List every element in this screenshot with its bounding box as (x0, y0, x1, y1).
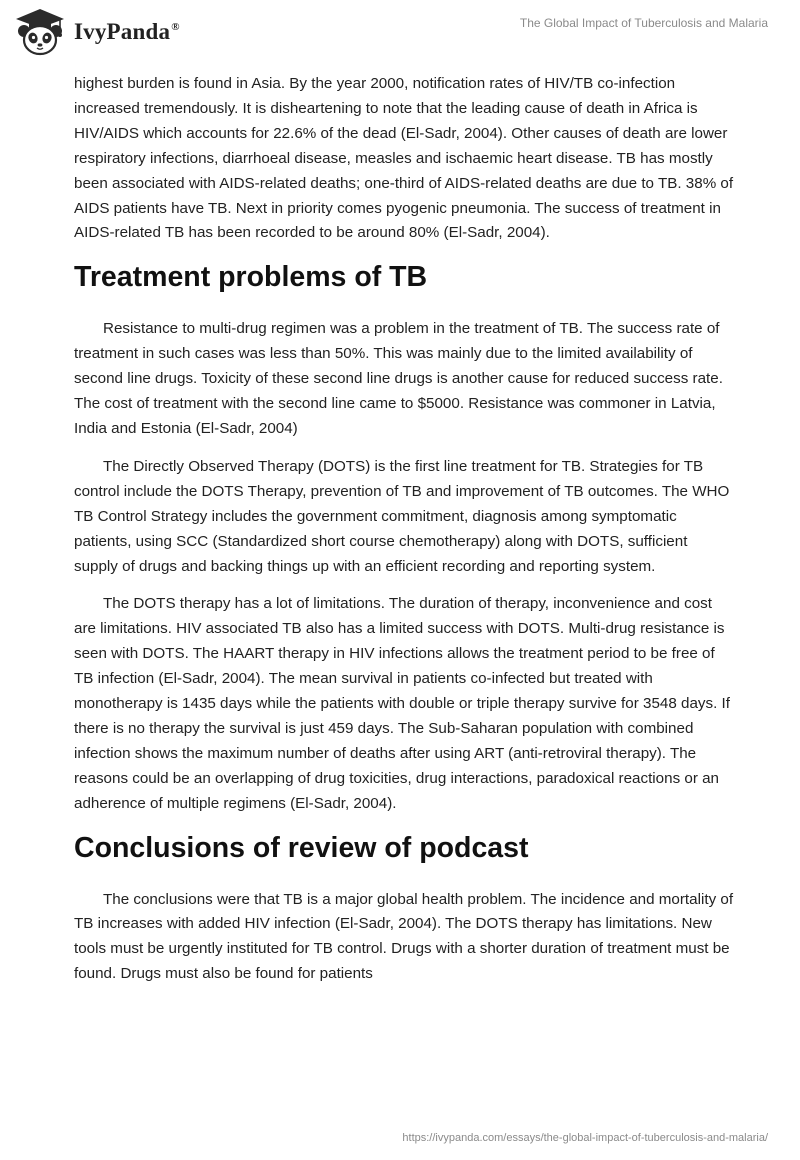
panda-graduate-icon (12, 6, 68, 58)
document-title: The Global Impact of Tuberculosis and Malaria (519, 16, 768, 30)
paragraph: The Directly Observed Therapy (DOTS) is the first line treatment for TB. Strategies for TB control include the DOTS Therapy, prevention of TB and improvement of TB outcomes. The WHO TB Control Strategy includes the government commitment, diagnosis among symptomatic patients, using SCC (Standardized short course chemotherapy) along with DOTS, sufficient supply of drugs and backing things up with an efficient recording and reporting system. (74, 457, 730, 575)
paragraph: The DOTS therapy has a lot of limitations. The duration of therapy, inconvenience and cost are limitations. HIV associated TB also has a limited success with DOTS. Multi-drug resistance is seen with DOTS. The HAART therapy in HIV infections allows the treatment period to be free of TB infection (El-Sadr, 2004). The mean survival in patients co-infected but treated with monotherapy is 1435 days while the patients with double or triple therapy survive for 3548 days. If there is no therapy the survival is just 459 days. The Sub-Saharan population with combined infection shows the maximum number of deaths after using ART (anti-retroviral therapy). The reasons could be an overlapping of drug toxicities, drug interactions, paradoxical reactions or an adherence of multiple regimens (El-Sadr, 2004). (74, 595, 730, 812)
page-header (0, 0, 800, 64)
essay-content (74, 72, 734, 1000)
section-heading-conclusions: Conclusions of review of podcast (74, 831, 529, 864)
source-url[interactable]: https://ivypanda.com/essays/the-global-impact-of-tuberculosis-and-malaria/ (402, 1132, 768, 1144)
paragraph: Resistance to multi-drug regimen was a problem in the treatment of TB. The success rate of treatment in such cases was less than 50%. This was mainly due to the limited availability of second line drugs. Toxicity of these second line drugs is another cause for reduced success rate. The cost of treatment with the second line came to $5000. Resistance was commoner in Latvia, India and Estonia (El-Sadr, 2004) (74, 320, 723, 437)
section-heading-treatment-problems: Treatment problems of TB (74, 261, 428, 294)
intro-paragraph: highest burden is found in Asia. By the year 2000, notification rates of HIV/TB co-infection increased tremendously. It is disheartening to note that the leading cause of death in Africa is HIV/AIDS which accounts for 22.6% of the dead (El-Sadr, 2004). Other causes of death are lower respiratory infections, diarrhoeal disease, measles and ischaemic heart disease. TB has mostly been associated with AIDS-related deaths; one-third of AIDS-related deaths are due to TB. 38% of AIDS patients have TB. Next in priority comes pyogenic pneumonia. The success of treatment in AIDS-related TB has been recorded to be around 80% (El-Sadr, 2004). (74, 75, 734, 242)
paragraph: The conclusions were that TB is a major global health problem. The incidence and mortality of TB increases with added HIV infection (El-Sadr, 2004). The DOTS therapy has limitations. New tools must be urgently instituted for TB control. Drugs with a shorter duration of treatment must be found. Drugs must also be found for patients (74, 890, 734, 983)
brand-name: IvyPanda® (74, 19, 180, 44)
brand-logo[interactable] (12, 6, 180, 58)
